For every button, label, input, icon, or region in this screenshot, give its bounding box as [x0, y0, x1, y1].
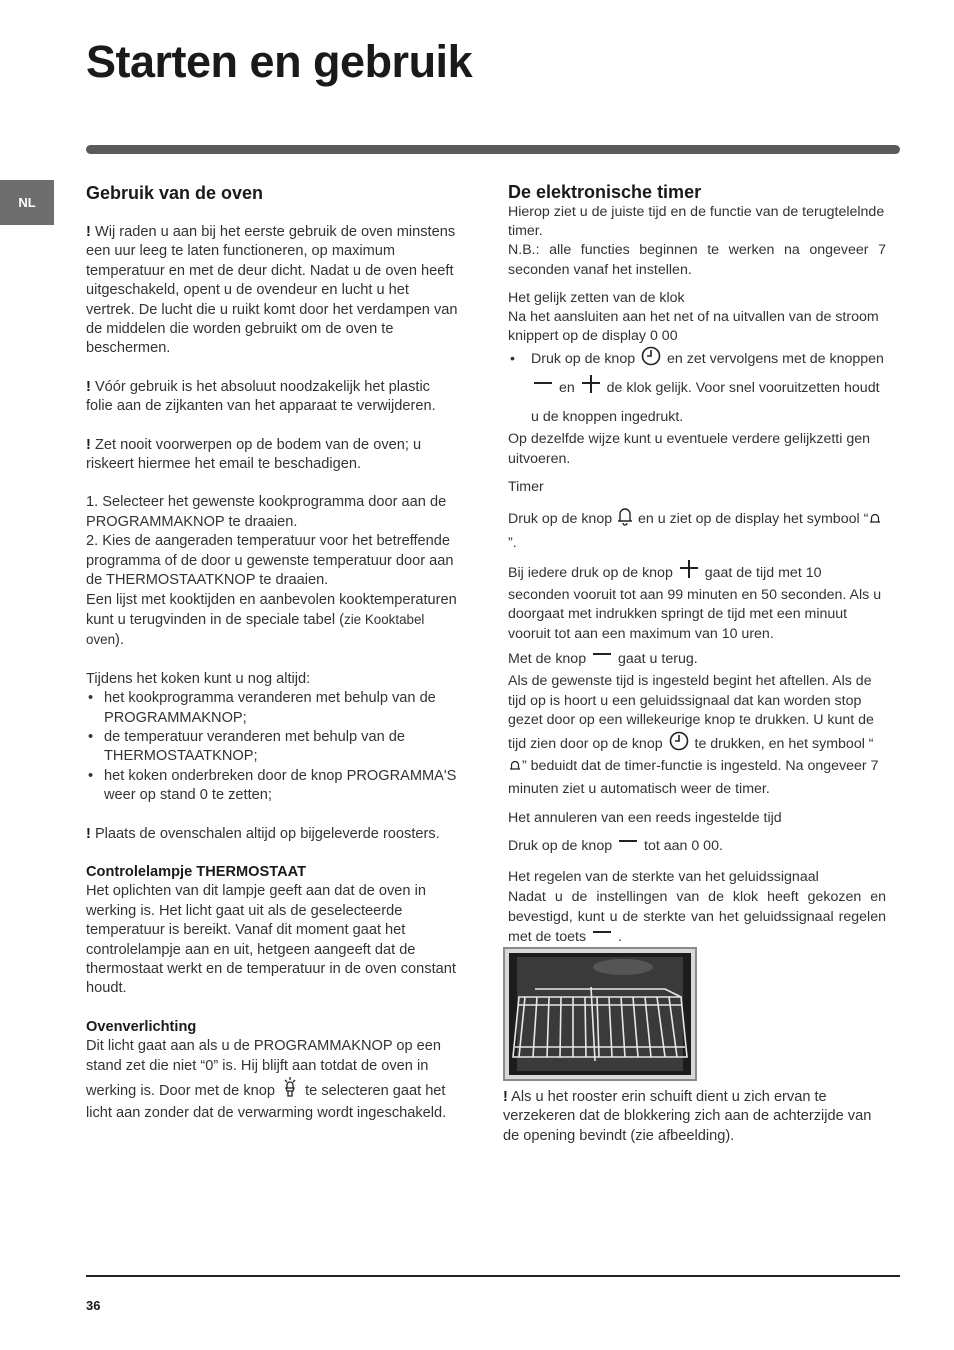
during-cooking-list: [86, 689, 460, 805]
oven-use-heading: Gebruik van de oven: [86, 183, 264, 203]
warning-mark: !: [86, 224, 91, 240]
left-column: [86, 182, 460, 1124]
thermostat-lamp-text: Het oplichten van dit lampje geeft aan dat de oven in werking is. Het licht gaat uit als de geselecteerde temperatuur is bereikt. Vanaf dit moment gaat het controlelampje aan en uit, hetgeen aangeeft dat de thermostaat werkt en de temperatuur in de oven constant houdt.: [86, 883, 456, 997]
warning-mark: !: [86, 436, 91, 453]
timer-plus-text: Bij iedere druk op de knop gaat de tijd met 10 seconden vooruit tot aan 99 minuten en 50 seconden. Als u doorgaat met indrukken springt de tijd met een minuut vooruit tot aan een maximum van 10 uren.: [508, 560, 886, 644]
timer-section-title: Timer: [508, 478, 544, 495]
minus-icon: [592, 650, 612, 672]
cooking-table-note: Een lijst met kooktijden en aanbevolen kooktemperaturen kunt u terugvinden in de speciale tabel (zie Kooktabel oven).: [86, 591, 457, 649]
timer-text: Druk op de knop en u ziet op de display het symbool “”.: [508, 506, 886, 554]
timer-note: N.B.: alle functies beginnen te werken na ongeveer 7 seconden vanaf het instellen.: [508, 242, 886, 278]
cancel-title: Het annuleren van een reeds ingestelde tijd: [508, 809, 782, 826]
right-column: [508, 181, 886, 950]
clock-setting-list: [508, 346, 886, 430]
cancel-text: Druk op de knop tot aan 0 00.: [508, 837, 886, 859]
minus-icon: [533, 378, 553, 404]
during-cooking-intro: Tijdens het koken kunt u nog altijd:: [86, 670, 311, 687]
warning-mark: !: [503, 1089, 508, 1105]
sound-title: Het regelen van de sterkte van het geluidssignaal: [508, 869, 819, 886]
warning-mark: !: [86, 378, 91, 395]
plus-icon: [679, 560, 699, 586]
clock-icon: [641, 346, 661, 375]
plus-icon: [581, 375, 601, 404]
list-item: • het koken onderbreken door de knop PROGRAMMA'S weer op stand 0 te zetten;: [86, 767, 460, 806]
bell-icon: [618, 506, 632, 533]
cooking-table-reference: zie Kooktabel oven: [86, 611, 425, 648]
footer-divider: [86, 1275, 900, 1277]
clock-setting-title: Het gelijk zetten van de klok: [508, 289, 685, 306]
language-tab: NL: [0, 180, 54, 225]
timer-minus-text: Met de knop gaat u terug.: [508, 650, 886, 672]
list-item: • de temperatuur veranderen met behulp van de THERMOSTAATKNOP;: [86, 728, 460, 767]
step-2: 2. Kies de aangeraden temperatuur voor het betreffende programma of de door u gewenste temperatuur door aan de THERMOSTAATKNOP te draaien.: [86, 533, 454, 589]
warning-bottom: ! Zet nooit voorwerpen op de bodem van de oven; u riskeert hiermee het email te beschadigen.: [86, 436, 422, 473]
oven-light-heading: Ovenverlichting: [86, 1018, 197, 1035]
oven-rack-illustration: [503, 947, 697, 1081]
step-1: 1. Selecteer het gewenste kookprogramma door aan de PROGRAMMAKNOP te draaien.: [86, 494, 447, 530]
sound-text: Nadat u de instellingen van de klok heeft gekozen en bevestigd, kunt u de sterkte van het geluidssignaal regelen met de toets .: [508, 887, 886, 950]
clock-setting-more: Op dezelfde wijze kunt u eventuele verdere gelijkzetti gen uitvoeren.: [508, 431, 870, 467]
rack-caption: ! Als u het rooster erin schuift dient u zich ervan te verzekeren dat de blokkering zich aan de achterzijde van de opening bevindt (zie afbeelding).: [503, 1089, 872, 1144]
page-title: Starten en gebruik: [86, 36, 473, 87]
timer-heading: De elektronische timer: [508, 182, 702, 202]
oven-light-text: Dit licht gaat aan als u de PROGRAMMAKNOP op een stand zet die niet “0” is. Hij blijft aan totdat de oven in werking is. Door met de knop te selecteren gaat het licht aan zonder dat de verwarming wordt ingeschakeld.: [86, 1038, 447, 1122]
page-number: 36: [86, 1298, 101, 1313]
lamp-icon: [281, 1076, 299, 1104]
bell-icon: [870, 512, 880, 533]
list-item: • Druk op de knop en zet vervolgens met de knoppen en de klok gelijk. Voor snel vooruitzetten houdt u de knoppen ingedrukt.: [508, 346, 886, 430]
warning-racks: ! Plaats de ovenschalen altijd op bijgeleverde roosters.: [86, 825, 440, 842]
clock-setting-text: Na het aansluiten aan het net of na uitvallen van de stroom knippert op de display 0 00: [508, 309, 879, 345]
minus-icon: [618, 837, 638, 859]
warning-plastic-foil: ! Vóór gebruik is het absoluut noodzakelijk het plastic folie aan de zijkanten van het apparaat te verwijderen.: [86, 378, 436, 415]
clock-icon: [669, 731, 689, 758]
warning-mark: !: [86, 825, 91, 842]
timer-intro: Hierop ziet u de juiste tijd en de functie van de terugtelelnde timer.: [508, 204, 885, 240]
title-divider: [86, 145, 900, 154]
thermostat-lamp-heading: Controlelampje THERMOSTAAT: [86, 863, 306, 880]
bell-icon: [510, 759, 520, 780]
warning-first-use: ! Wij raden u aan bij het eerste gebruik de oven minstens een uur leeg te laten functioneren, op maximum temperatuur en met de deur dicht. Nadat u de oven heeft uitgeschakeld, opent u de ovendeur en lucht u het vertrek. De lucht die u ruikt komt door het verdampen van de middelen die worden gebruikt om de oven te beschermen.: [86, 224, 458, 357]
timer-countdown-text: Als de gewenste tijd is ingesteld begint het aftellen. Als de tijd op is hoort u een geluidssignaal dat kan worden stop gezet door op een willekeurige knop te drukken. U kunt de tijd zien door op de knop te drukken, en het symbool “” beduidt dat de timer-functie is ingesteld. Na ongeveer 7 minuten ziet u automatisch weer de timer.: [508, 673, 879, 798]
list-item: • het kookprogramma veranderen met behulp van de PROGRAMMAKNOP;: [86, 689, 460, 728]
